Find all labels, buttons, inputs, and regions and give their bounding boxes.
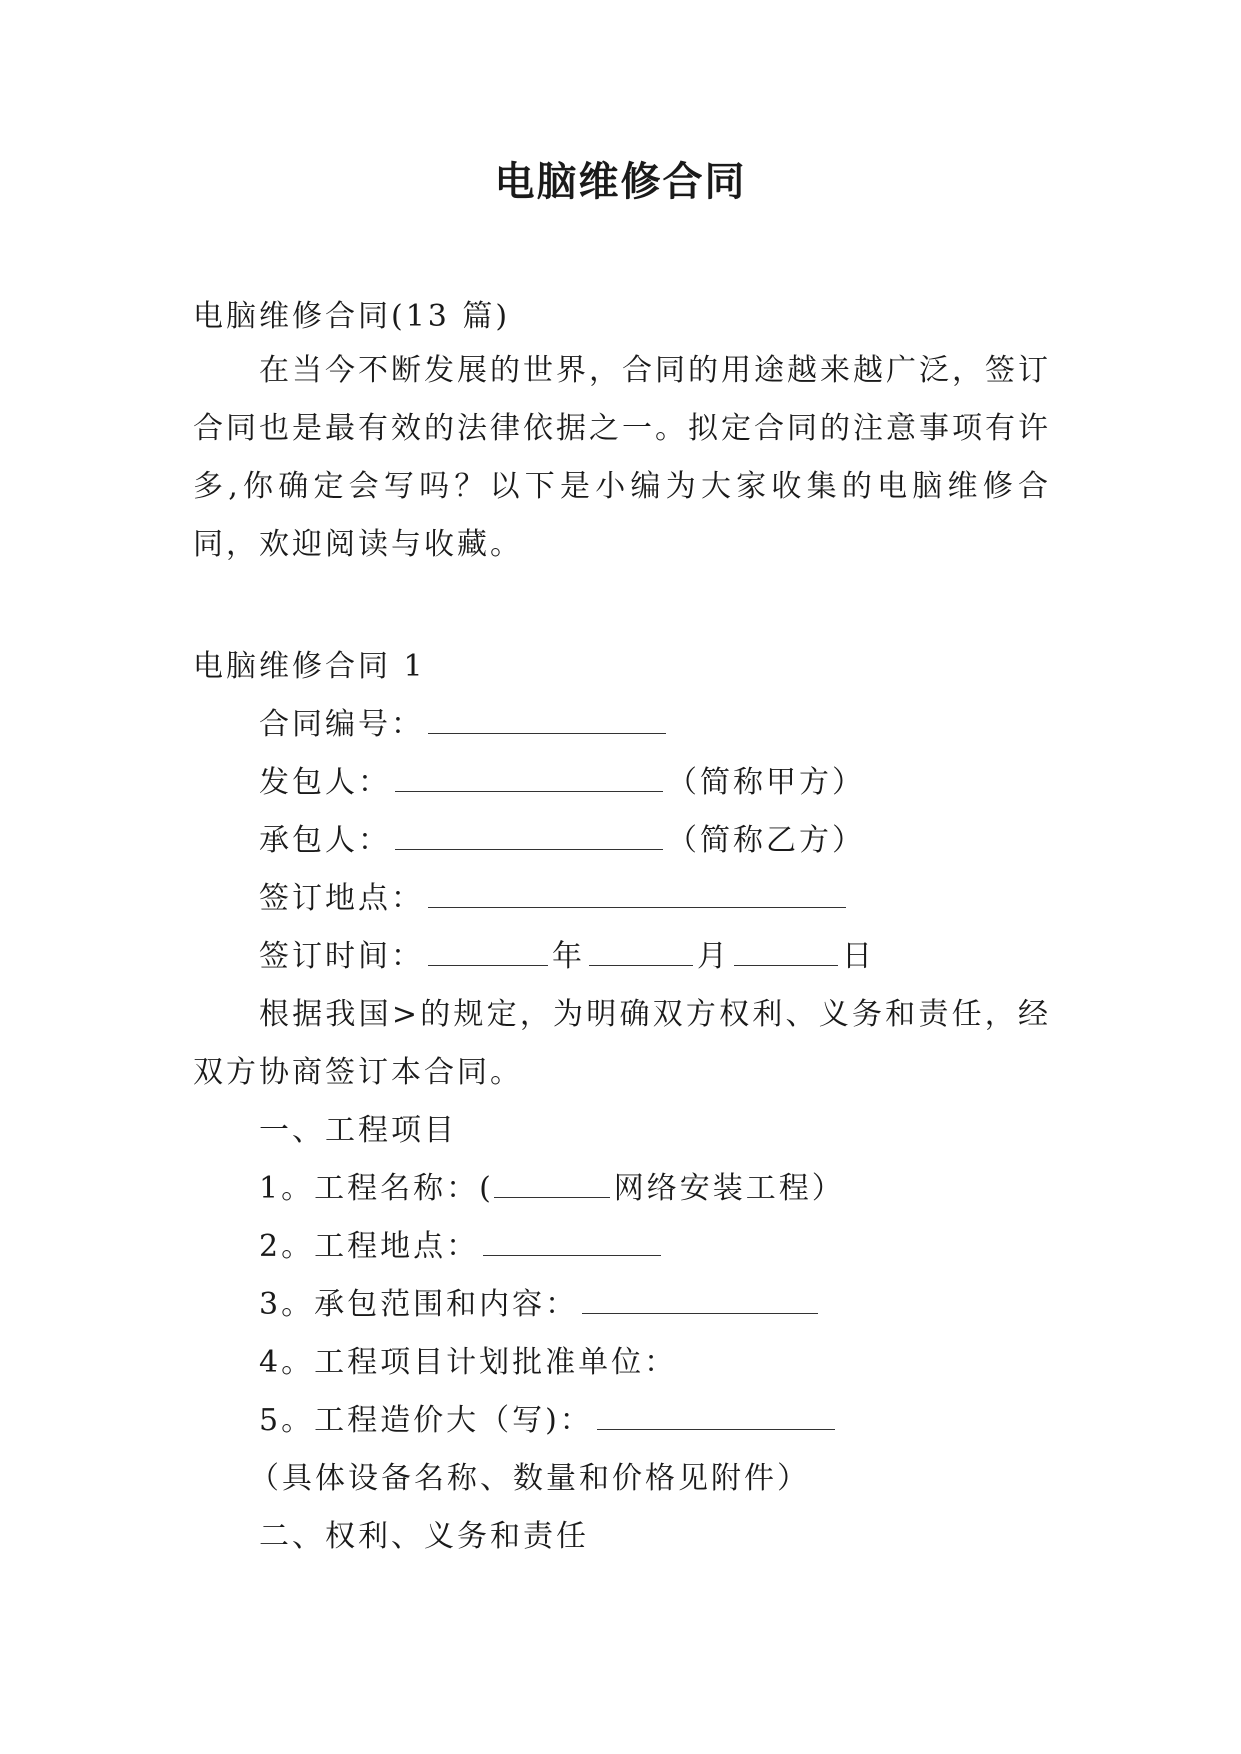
- item-three-label: 3。承包范围和内容：: [259, 1287, 579, 1322]
- item-five-line: [193, 1392, 1051, 1450]
- contract-number-line: [193, 696, 1051, 754]
- project-location-blank[interactable]: [483, 1227, 661, 1256]
- part-two-heading: 二、权利、义务和责任: [259, 1519, 589, 1554]
- item-four-label: 4。工程项目计划批准单位：: [259, 1345, 678, 1380]
- month-blank[interactable]: [589, 937, 693, 966]
- item-one-suffix: 网络安装工程）: [613, 1171, 845, 1206]
- scope-blank[interactable]: [582, 1285, 818, 1314]
- equipment-note: [193, 1450, 1051, 1508]
- employer-suffix: （简称甲方）: [667, 765, 865, 800]
- document-subtitle: 电脑维修合同(13 篇): [193, 299, 511, 334]
- intro-paragraph: 在当今不断发展的世界，合同的用途越来越广泛，签订合同也是最有效的法律依据之一。拟定合同的注意事项有许多,你确定会写吗？以下是小编为大家收集的电脑维修合同，欢迎阅读与收藏。: [193, 353, 1051, 562]
- project-name-blank[interactable]: [494, 1169, 610, 1198]
- sign-time-line: [193, 928, 1051, 986]
- part-one-heading: 一、工程项目: [259, 1113, 457, 1148]
- contract-number-label: 合同编号：: [259, 707, 424, 742]
- day-blank[interactable]: [734, 937, 838, 966]
- contract-number-blank[interactable]: [428, 705, 666, 734]
- basis-paragraph: 根据我国>的规定，为明确双方权利、义务和责任，经双方协商签订本合同。: [193, 997, 1051, 1090]
- document-body: [193, 288, 1051, 1566]
- item-five-label: 5。工程造价大（写)：: [259, 1403, 593, 1438]
- contractor-label: 承包人：: [259, 823, 391, 858]
- contractor-suffix: （简称乙方）: [667, 823, 865, 858]
- document-title: 电脑维修合同: [494, 158, 747, 205]
- year-blank[interactable]: [428, 937, 548, 966]
- employer-label: 发包人：: [259, 765, 391, 800]
- sign-place-blank[interactable]: [428, 879, 846, 908]
- item-one-line: [193, 1160, 1051, 1218]
- sign-place-label: 签订地点：: [259, 881, 424, 916]
- item-two-line: [193, 1218, 1051, 1276]
- project-cost-blank[interactable]: [597, 1401, 835, 1430]
- employer-line: [193, 754, 1051, 812]
- equipment-note-text: （具体设备名称、数量和价格见附件）: [249, 1461, 810, 1496]
- item-three-line: [193, 1276, 1051, 1334]
- contractor-line: [193, 812, 1051, 870]
- year-label: 年: [552, 939, 585, 974]
- sign-time-label: 签订时间：: [259, 939, 424, 974]
- item-one-prefix: 1。工程名称：(: [259, 1171, 494, 1206]
- spacer: [193, 574, 1051, 632]
- day-label: 日: [842, 939, 875, 974]
- employer-blank[interactable]: [395, 763, 663, 792]
- month-label: 月: [697, 939, 730, 974]
- section-heading: 电脑维修合同 1: [193, 649, 426, 684]
- item-four-line: [193, 1334, 1051, 1392]
- contractor-blank[interactable]: [395, 821, 663, 850]
- sign-place-line: [193, 870, 1051, 928]
- item-two-label: 2。工程地点：: [259, 1229, 480, 1264]
